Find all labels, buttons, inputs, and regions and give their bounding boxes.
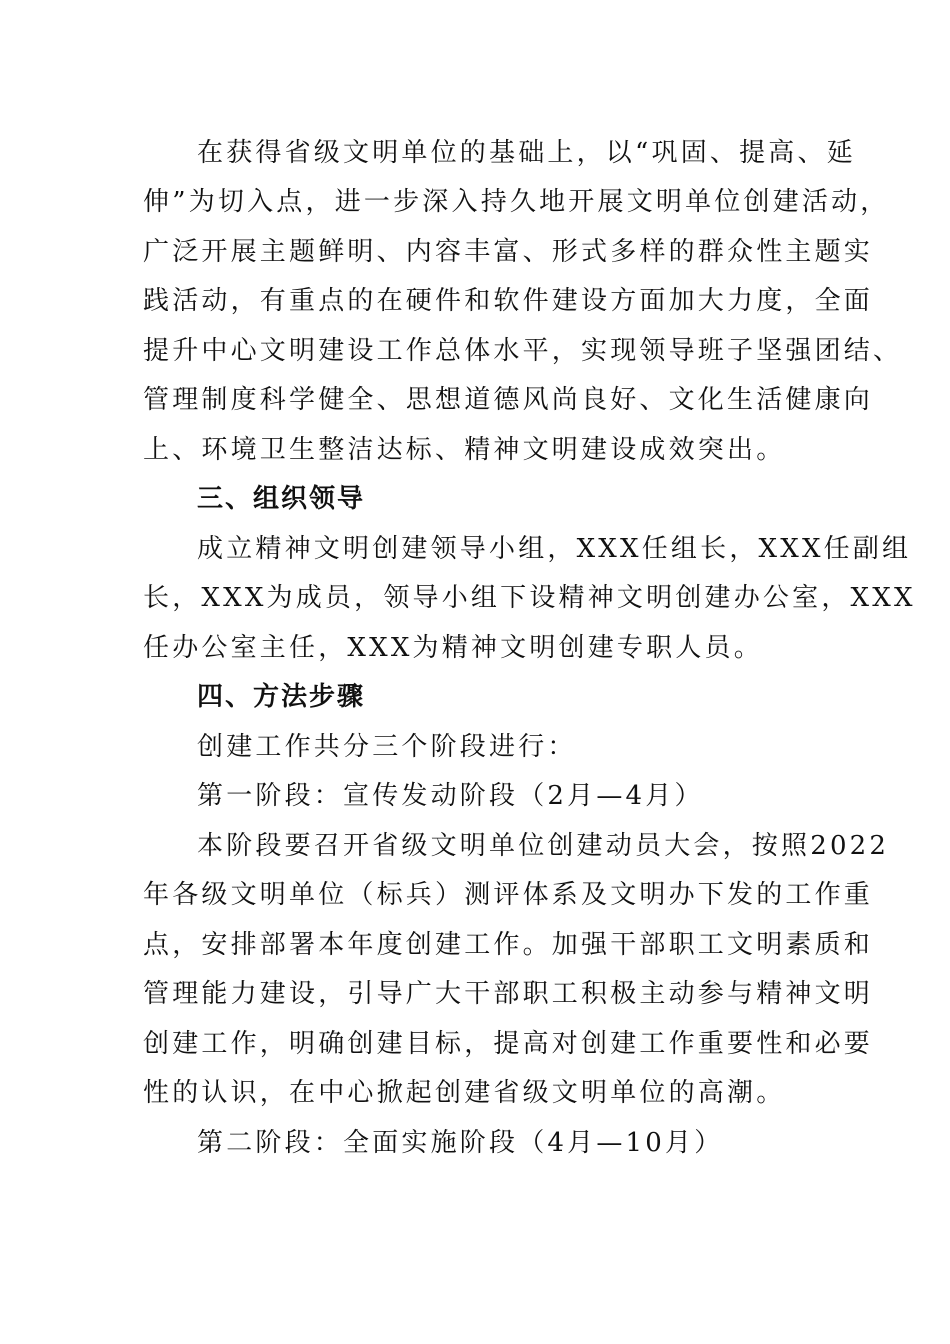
paragraph-line: 伸”为切入点，进一步深入持久地开展文明单位创建活动，: [143, 187, 890, 217]
paragraph-line: 本阶段要召开省级文明单位创建动员大会，按照2022: [197, 831, 890, 861]
paragraph-line: 年各级文明单位（标兵）测评体系及文明办下发的工作重: [143, 880, 874, 910]
paragraph-line: 管理制度科学健全、思想道德风尚良好、文化生活健康向: [143, 385, 874, 415]
paragraph-line: 点，安排部署本年度创建工作。加强干部职工文明素质和: [143, 930, 874, 960]
paragraph-line: 任办公室主任，XXX为精神文明创建专职人员。: [143, 633, 763, 663]
paragraph-line: 成立精神文明创建领导小组，XXX任组长，XXX任副组: [197, 534, 912, 564]
stage-one-title: 第一阶段：宣传发动阶段（2月—4月）: [197, 781, 704, 811]
paragraph-line: 管理能力建设，引导广大干部职工积极主动参与精神文明: [143, 979, 874, 1009]
paragraph-line: 提升中心文明建设工作总体水平，实现领导班子坚强团结、: [143, 336, 903, 366]
paragraph-line: 创建工作，明确创建目标，提高对创建工作重要性和必要: [143, 1029, 874, 1059]
paragraph-line: 上、环境卫生整洁达标、精神文明建设成效突出。: [143, 435, 786, 465]
paragraph-line: 性的认识，在中心掀起创建省级文明单位的高潮。: [143, 1078, 786, 1108]
paragraph-line: 长，XXX为成员，领导小组下设精神文明创建办公室，XXX: [143, 583, 916, 613]
paragraph-line: 践活动，有重点的在硬件和软件建设方面加大力度，全面: [143, 286, 874, 316]
paragraph-line: 在获得省级文明单位的基础上，以“巩固、提高、延: [197, 138, 856, 168]
paragraph-line: 创建工作共分三个阶段进行：: [197, 732, 577, 762]
paragraph-line: 广泛开展主题鲜明、内容丰富、形式多样的群众性主题实: [143, 237, 874, 267]
section-heading-methods: 四、方法步骤: [197, 682, 366, 712]
section-heading-organization: 三、组织领导: [197, 484, 366, 514]
stage-two-title: 第二阶段：全面实施阶段（4月—10月）: [197, 1128, 724, 1158]
